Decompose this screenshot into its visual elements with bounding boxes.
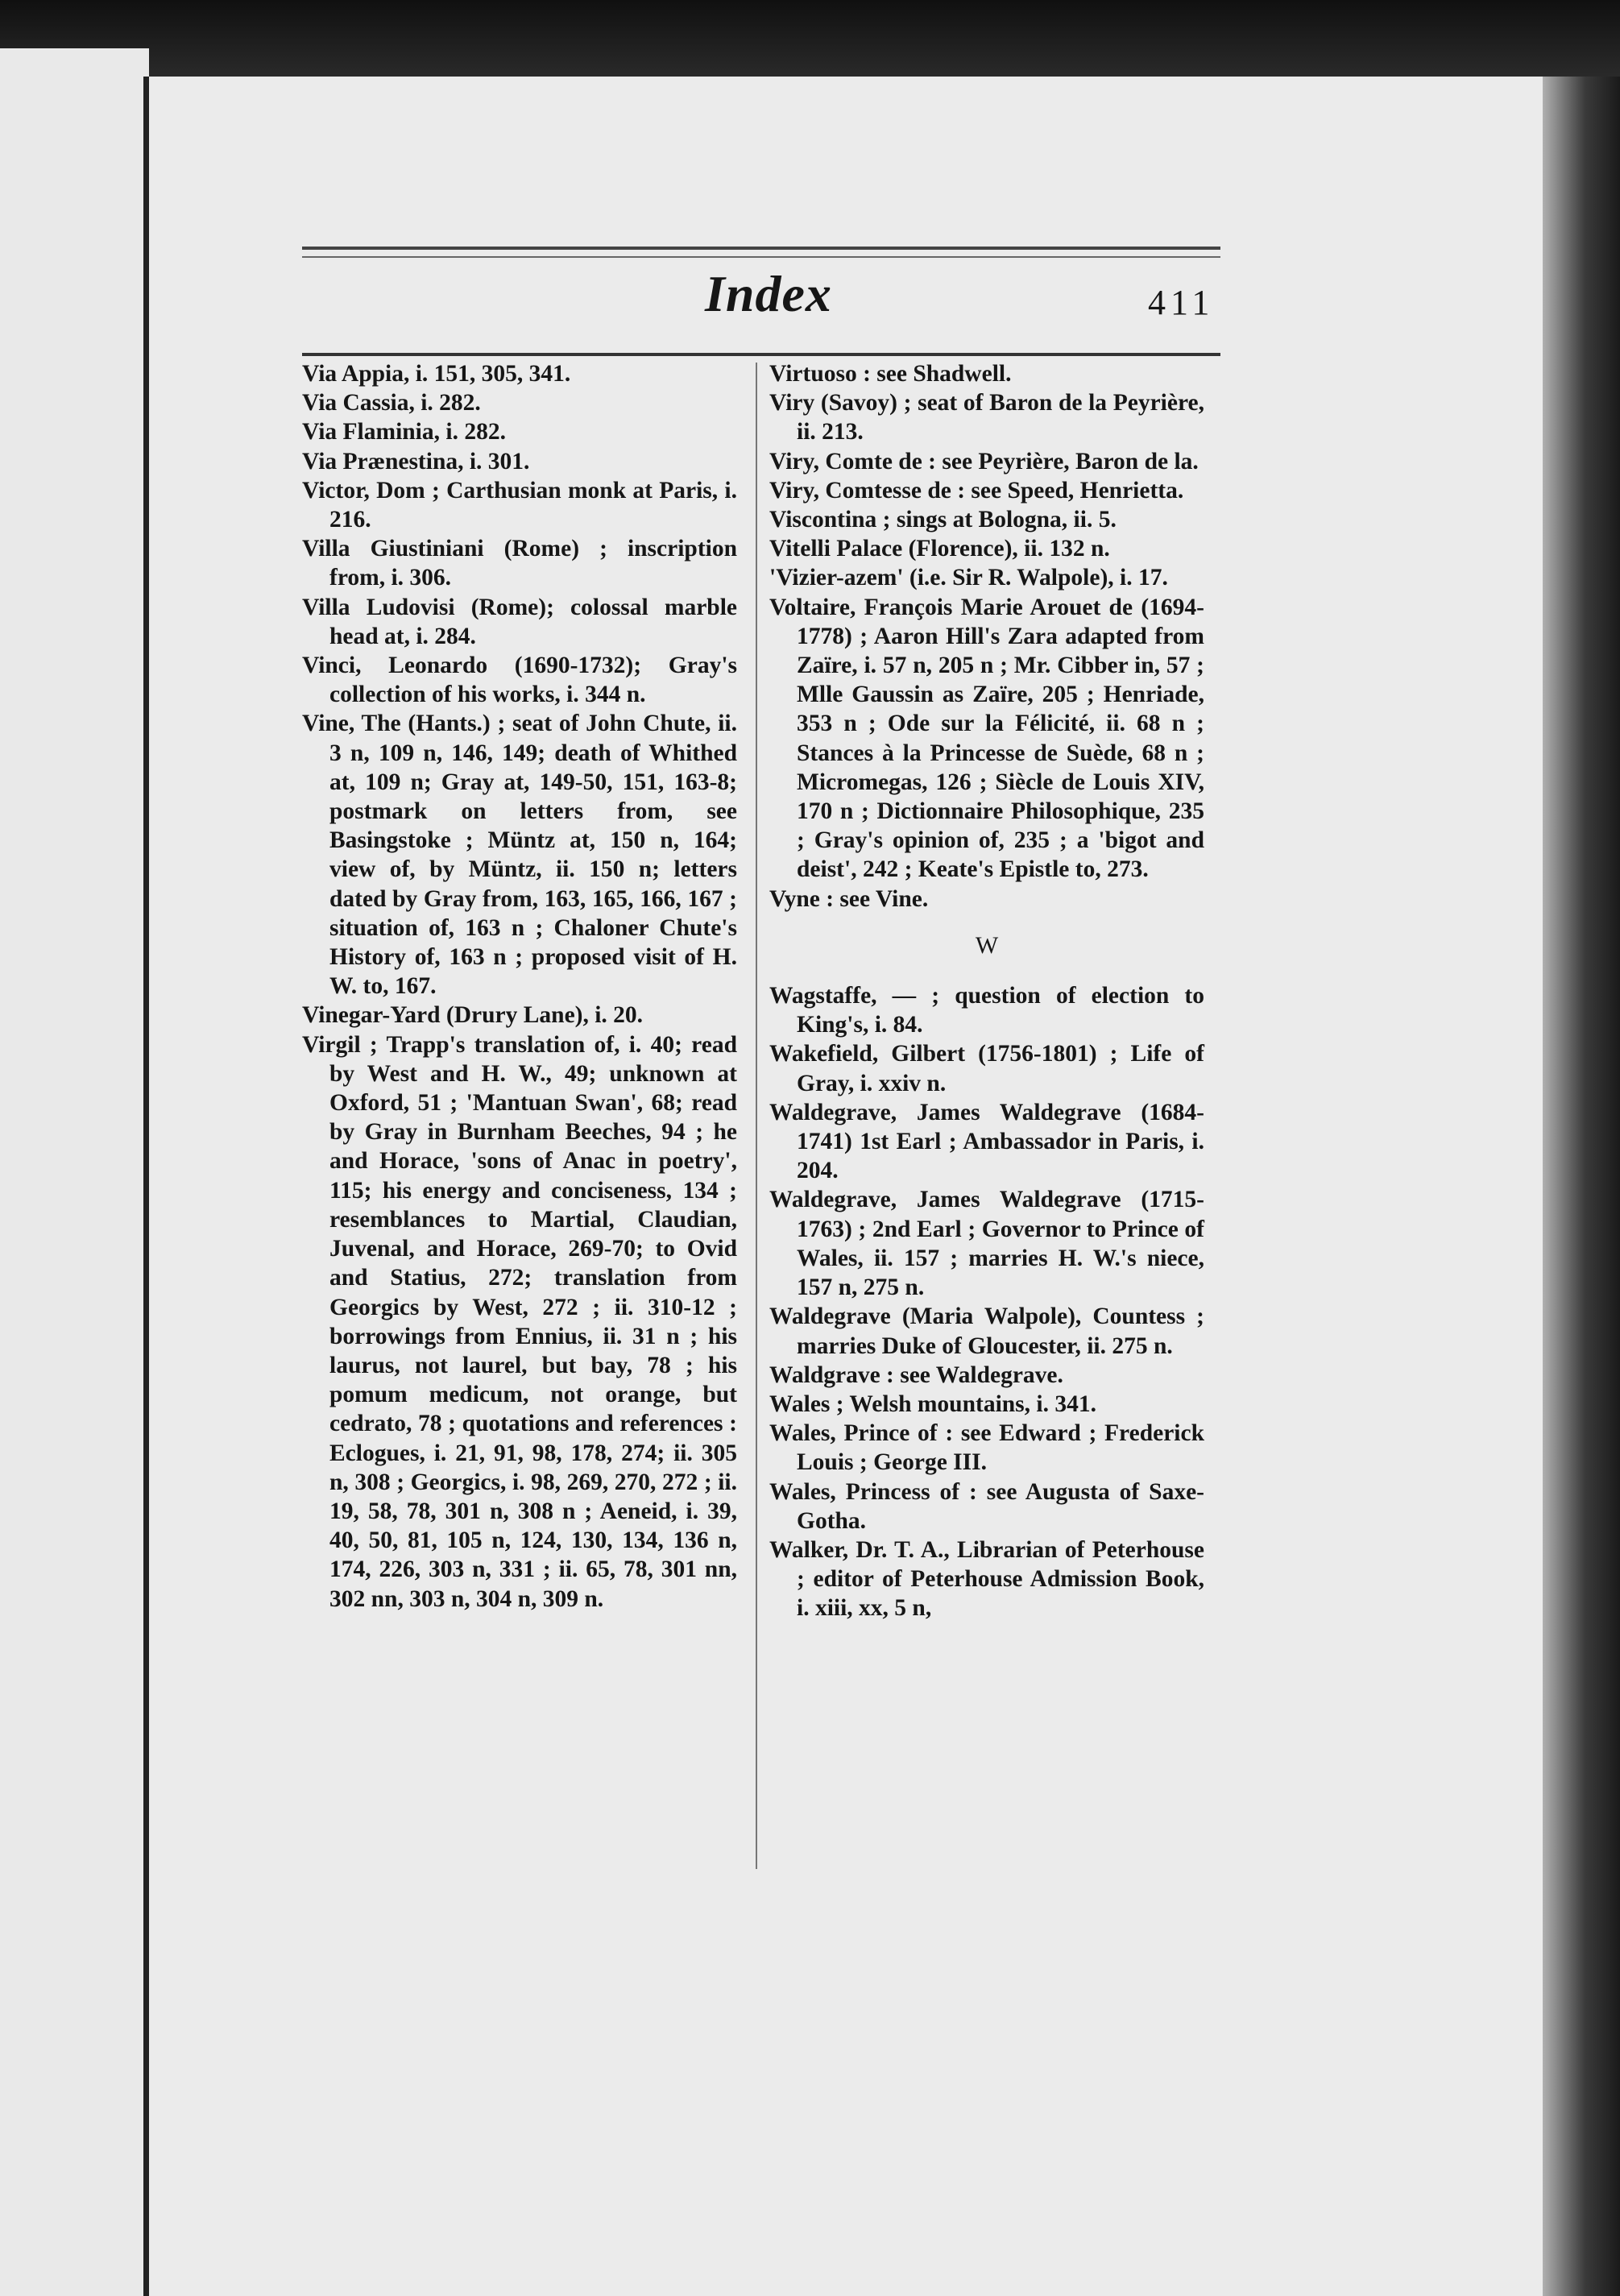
index-entry: Via Flaminia, i. 282. xyxy=(302,419,506,446)
index-entry: Waldgrave : see Waldegrave. xyxy=(769,1361,1063,1388)
index-entry: Viry (Savoy) ; seat of Baron de la Peyrière, ii. 213. xyxy=(769,390,1204,446)
index-entry: Wagstaffe, — ; question of election to King's, i. 84. xyxy=(769,983,1204,1038)
index-entry: Viry, Comtesse de : see Speed, Henrietta. xyxy=(769,477,1184,504)
index-entry: Voltaire, François Marie Arouet de (1694-1778) ; Aaron Hill's Zara adapted from Zaïre, i. 57 n, 205 n ; Mr. Cibber in, 57 ; Mlle Gaussin as Zaïre, 205 ; Henriade, 353 n ; Ode sur la Félicité, ii. 68 n ; Stances à la Princesse de Suède, 68 n ; Micromegas, 126 ; Siècle de Louis XIV, 170 n ; Dictionnaire Philosophique, 235 ; Gray's opinion of, 235 ; a 'bigot and deist', 242 ; Keate's Epistle to, 273. xyxy=(769,594,1204,883)
index-entry: Via Cassia, i. 282. xyxy=(302,390,481,417)
header-rule xyxy=(302,247,1220,250)
index-entry: Vinci, Leonardo (1690-1732); Gray's collection of his works, i. 344 n. xyxy=(302,653,737,708)
index-entry: Vitelli Palace (Florence), ii. 132 n. xyxy=(769,536,1110,562)
index-entry: Victor, Dom ; Carthusian monk at Paris, i. 216. xyxy=(302,477,737,533)
index-entry: Waldegrave, James Waldegrave (1684-1741) 1st Earl ; Ambassador in Paris, i. 204. xyxy=(769,1099,1204,1184)
index-entry: Vine, The (Hants.) ; seat of John Chute, ii. 3 n, 109 n, 146, 149; death of Whithed at, 109 n; Gray at, 149-50, 151, 163-8; postmark on letters from, see Basingstoke ; Müntz at, 150 n, 164; view of, by Müntz, ii. 150 n; letters dated by Gray from, 163, 165, 166, 167 ; situation of, 163 n ; Chaloner Chute's History of, 163 n ; proposed visit of H. W. to, 167. xyxy=(302,711,737,1000)
page-title: Index xyxy=(705,265,832,322)
index-entry: Via Appia, i. 151, 305, 341. xyxy=(302,361,571,387)
scan-right-border xyxy=(1543,77,1620,2296)
index-entry: Villa Ludovisi (Rome); colossal marble head at, i. 284. xyxy=(302,594,737,649)
index-entry: Vyne : see Vine. xyxy=(769,885,929,912)
index-entry: 'Vizier-azem' (i.e. Sir R. Walpole), i. 17. xyxy=(769,565,1168,591)
header-rule-thin xyxy=(302,256,1220,258)
index-entry: Wales, Princess of : see Augusta of Saxe-Gotha. xyxy=(769,1478,1204,1534)
index-entry: Viry, Comte de : see Peyrière, Baron de la. xyxy=(769,448,1199,475)
index-entry: Viscontina ; sings at Bologna, ii. 5. xyxy=(769,507,1117,533)
index-entry: Via Prænestina, i. 301. xyxy=(302,448,530,475)
section-letter: W xyxy=(975,931,999,959)
index-entry: Virgil ; Trapp's translation of, i. 40; read by West and H. W., 49; unknown at Oxford, 51 ; 'Mantuan Swan', 68; read by Gray in Burnham Beeches, 94 ; he and Horace, 'sons of Anac in poetry', 115; his energy and conciseness, 134 ; resemblances to Martial, Claudian, Juvenal, and Horace, 269-70; to Ovid and Statius, 272; translation from Georgics by West, 272 ; ii. 310-12 ; borrowings from Ennius, ii. 31 n ; his laurus, not laurel, but bay, 78 ; his pomum medicum, not orange, but cedrato, 78 ; quotations and references : Eclogues, i. 21, 91, 98, 178, 274; ii. 305 n, 308 ; Georgics, i. 98, 269, 270, 272 ; ii. 19, 58, 78, 301 n, 308 n ; Aeneid, i. 39, 40, 50, 81, 105 n, 124, 130, 134, 136 n, 174, 226, 303 n, 331 ; ii. 65, 78, 301 nn, 302 nn, 303 n, 304 n, 309 n. xyxy=(302,1031,737,1612)
index-entry: Wales ; Welsh mountains, i. 341. xyxy=(769,1390,1096,1417)
index-entry: Wakefield, Gilbert (1756-1801) ; Life of Gray, i. xxiv n. xyxy=(769,1041,1204,1096)
book-spine xyxy=(143,77,149,2296)
right-column xyxy=(769,359,1204,1623)
index-entry: Walker, Dr. T. A., Librarian of Peterhouse ; editor of Peterhouse Admission Book, i. xiii, xx, 5 n, xyxy=(769,1536,1204,1622)
column-separator xyxy=(756,363,757,1869)
index-entry: Waldegrave (Maria Walpole), Countess ; marries Duke of Gloucester, ii. 275 n. xyxy=(769,1303,1204,1359)
index-entry: Wales, Prince of : see Edward ; Frederick Louis ; George III. xyxy=(769,1420,1204,1476)
scan-top-border xyxy=(0,0,1620,81)
index-entry: Waldegrave, James Waldegrave (1715-1763) ; 2nd Earl ; Governor to Prince of Wales, ii. 157 ; marries H. W.'s niece, 157 n, 275 n. xyxy=(769,1187,1204,1301)
facing-page-edge xyxy=(0,48,149,2296)
page-number: 411 xyxy=(1148,283,1215,322)
index-entry: Vinegar-Yard (Drury Lane), i. 20. xyxy=(302,1002,644,1029)
index-entry: Virtuoso : see Shadwell. xyxy=(769,361,1012,387)
left-column xyxy=(302,359,737,1614)
index-entry: Villa Giustiniani (Rome) ; inscription from, i. 306. xyxy=(302,536,737,591)
header-underline xyxy=(302,353,1220,356)
